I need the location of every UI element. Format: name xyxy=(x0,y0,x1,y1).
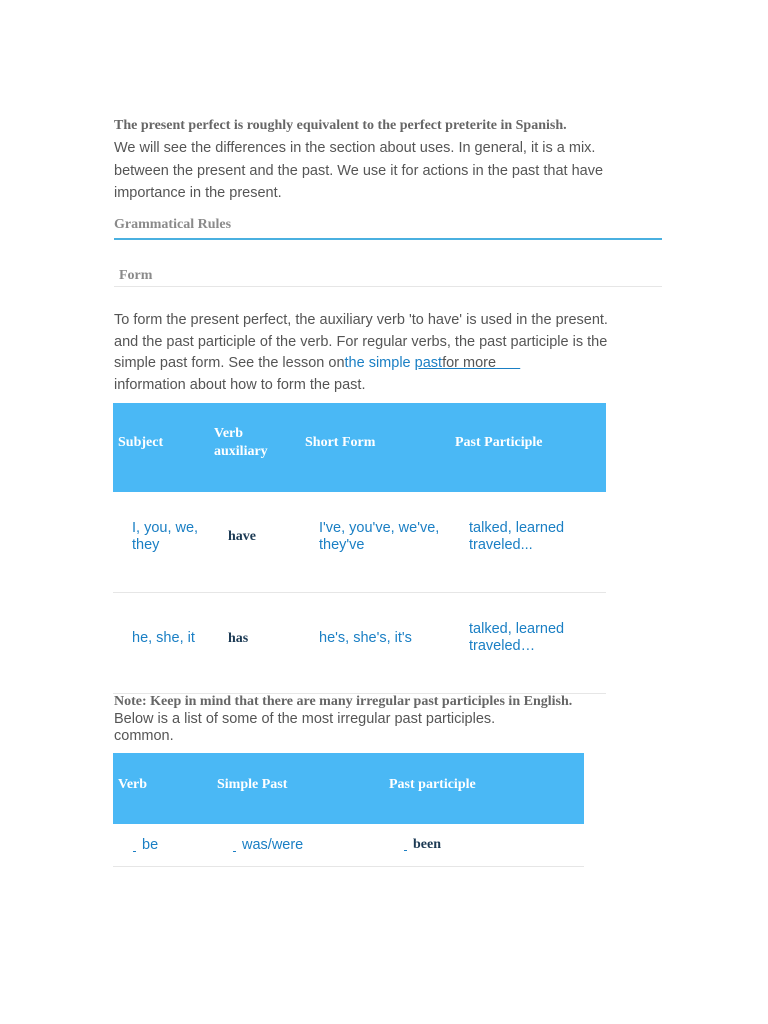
form-paragraph xyxy=(114,310,634,396)
form-text-before-link: To form the present perfect, the auxiliary verb 'to have' is used in the present. and the past participle of the verb. For regular verbs, the past participle is the simple past form. See the lesson on xyxy=(114,312,608,371)
cell-past-participle: talked, learned traveled... xyxy=(469,520,565,553)
intro-bold-sentence: The present perfect is roughly equivalent to the perfect preterite in Spanish. xyxy=(114,118,567,133)
bullet-mark xyxy=(133,851,136,852)
subsection-title: Form xyxy=(119,268,153,283)
cell-simple-past-text: was/were xyxy=(242,837,304,853)
note-paragraph: Below is a list of some of the most irregular past participles. common. xyxy=(114,711,496,744)
bullet-mark xyxy=(404,850,407,851)
link-trailing-space xyxy=(496,355,520,371)
cell-subject: I, you, we, they xyxy=(132,520,199,553)
table-row xyxy=(113,824,584,867)
note-bold-sentence: Note: Keep in mind that there are many irregular past participles in English. xyxy=(114,694,573,709)
cell-verb-text: be xyxy=(142,837,159,853)
intro-paragraph: We will see the differences in the section about uses. In general, it is a mix. between the present and the past. We use it for actions in the past that have importance in the present. xyxy=(114,140,604,201)
header-verb: Verb xyxy=(118,777,148,792)
cell-past-participle: talked, learned traveled… xyxy=(469,621,565,654)
cell-simple-past xyxy=(233,837,303,854)
cell-short-form: he's, she's, it's xyxy=(319,630,412,646)
header-past-participle: Past Participle xyxy=(455,435,543,450)
header-subject: Subject xyxy=(118,435,164,450)
irregular-verbs-table xyxy=(113,753,584,867)
header-simple-past: Simple Past xyxy=(217,777,288,792)
irregular-verbs-table-header xyxy=(113,753,584,824)
section-title: Grammatical Rules xyxy=(114,217,232,232)
cell-past-participle-text: been xyxy=(413,837,441,852)
table-row xyxy=(113,492,606,593)
subsection-divider xyxy=(114,286,662,287)
conjugation-table xyxy=(113,403,606,694)
header-short-form: Short Form xyxy=(305,435,376,450)
cell-past-participle xyxy=(404,837,441,853)
simple-past-link-part2[interactable]: past xyxy=(414,355,443,371)
cell-verb: has xyxy=(228,631,249,646)
conjugation-table-header xyxy=(113,403,606,492)
section-divider xyxy=(114,238,662,240)
table-row xyxy=(113,593,606,694)
form-text-after-link: information about how to form the past. xyxy=(114,376,366,393)
bullet-mark xyxy=(233,851,236,852)
cell-verb xyxy=(133,837,158,854)
cell-short-form: I've, you've, we've, they've xyxy=(319,520,440,553)
cell-subject: he, she, it xyxy=(132,630,195,646)
header-verb-auxiliary: Verb auxiliary xyxy=(214,426,268,459)
cell-verb: have xyxy=(228,529,256,544)
header-past-participle: Past participle xyxy=(389,777,476,792)
simple-past-link-part3[interactable]: for more xyxy=(442,355,497,371)
simple-past-link-part1[interactable]: the simple xyxy=(344,355,415,371)
